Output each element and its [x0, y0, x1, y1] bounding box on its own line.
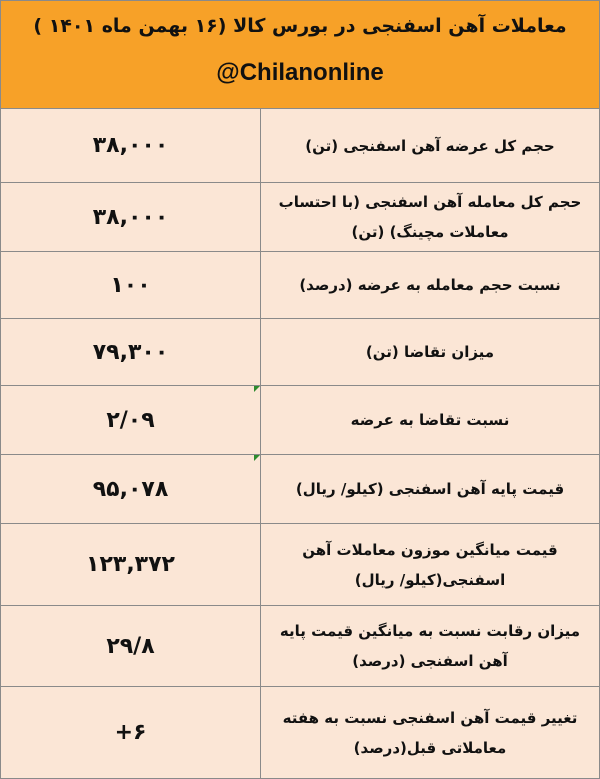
table-row [1, 252, 599, 319]
table-row [1, 319, 599, 386]
row-label: حجم کل عرضه آهن اسفنجی (تن) [305, 136, 555, 155]
table-row [1, 606, 599, 687]
row-label: تغییر قیمت آهن اسفنجی نسبت به هفته معاملاتی قبل(درصد) [282, 708, 578, 757]
row-value: ۳۸,۰۰۰ [1, 183, 261, 251]
table-row [1, 524, 599, 606]
row-label: قیمت پایه آهن اسفنجی (کیلو/ ریال) [295, 480, 565, 498]
row-value: ۹۵,۰۷۸ [1, 455, 261, 523]
channel-handle: @Chilanonline [216, 59, 384, 86]
cell-comment-marker [254, 386, 260, 392]
row-label: قیمت میانگین موزون معاملات آهن اسفنجی(کیلو/ ریال) [302, 540, 558, 589]
row-value: ۷۹,۳۰۰ [1, 319, 261, 385]
row-label: میزان تقاضا (تن) [365, 343, 495, 361]
row-label: حجم کل معامله آهن اسفنجی (با احتساب معاملات مچینگ) (تن) [278, 193, 582, 241]
table-row [1, 386, 599, 455]
row-label: میزان رقابت نسبت به میانگین قیمت پایه آهن اسفنجی (درصد) [279, 622, 581, 670]
table-header [1, 1, 599, 109]
row-value: +۶ [1, 687, 261, 778]
row-value: ۱۰۰ [1, 252, 261, 318]
table-row [1, 109, 599, 183]
table-row [1, 687, 599, 778]
cell-comment-marker [254, 455, 260, 461]
row-label: نسبت تقاضا به عرضه [350, 411, 510, 429]
page-title: معاملات آهن اسفنجی در بورس کالا (۱۶ بهمن ماه ۱۴۰۱ ) [33, 15, 567, 37]
row-value: ۲۹/۸ [1, 606, 261, 686]
row-value: ۲/۰۹ [1, 386, 261, 454]
table-row [1, 183, 599, 252]
row-value: ۱۲۳,۳۷۲ [1, 524, 261, 605]
row-label: نسبت حجم معامله به عرضه (درصد) [299, 276, 561, 294]
table-row [1, 455, 599, 524]
row-value: ۳۸,۰۰۰ [1, 109, 261, 182]
